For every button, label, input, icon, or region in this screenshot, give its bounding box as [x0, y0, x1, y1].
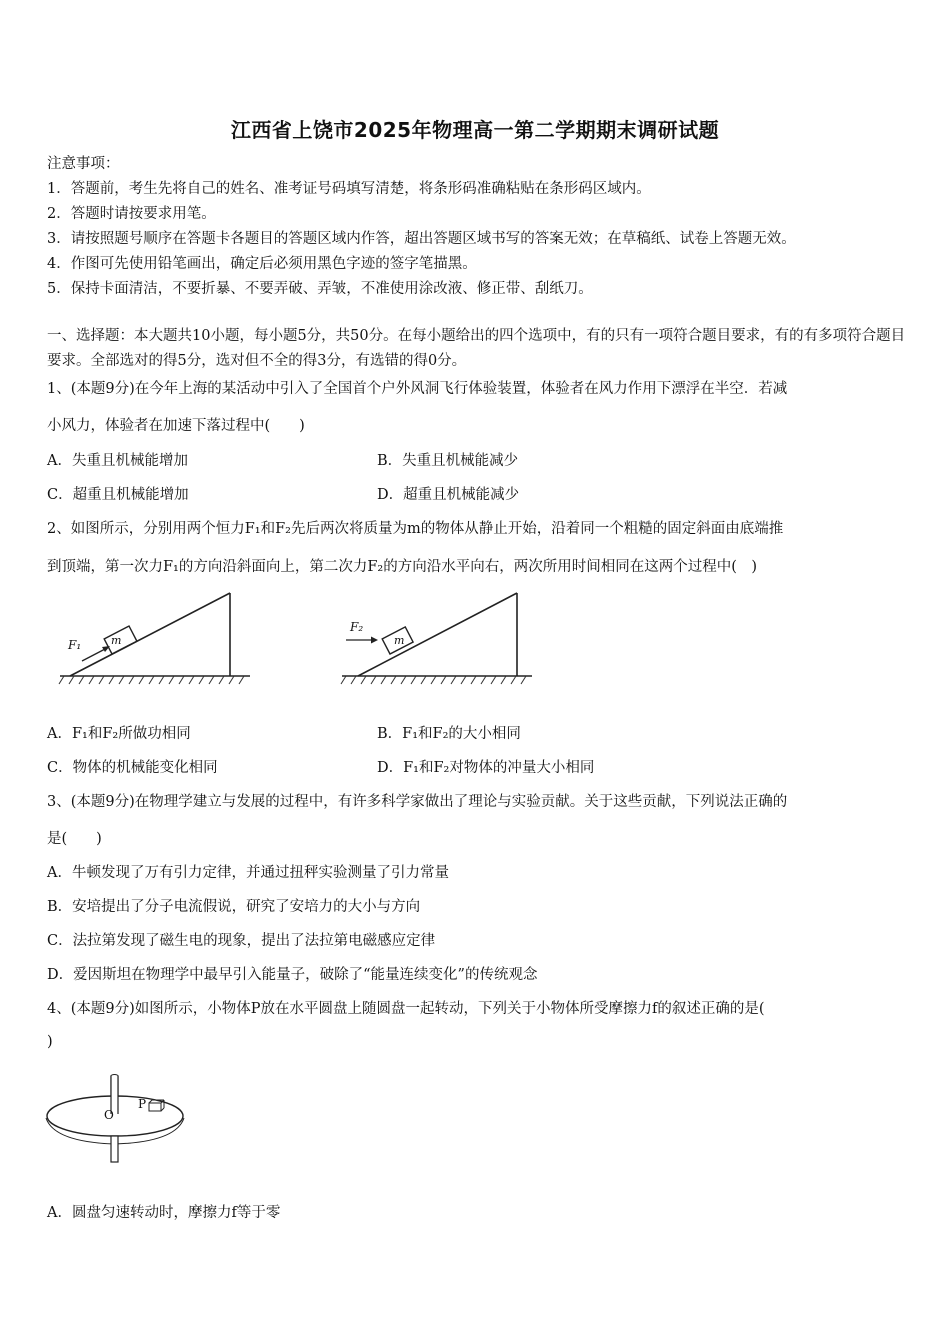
- force-label-1: F₁: [68, 638, 82, 652]
- mass-label-1: m: [111, 634, 122, 647]
- mass-label-2: m: [394, 634, 405, 647]
- q2-option-a: A．F₁和F₂所做功相同: [47, 726, 191, 742]
- incline-figure-1: [58, 588, 258, 688]
- question-1-stem-cont: 小风力，体验者在加速下落过程中( ): [47, 418, 305, 434]
- q4-option-a: A．圆盘匀速转动时，摩擦力f等于零: [47, 1205, 281, 1221]
- q1-option-b: B．失重且机械能减少: [377, 453, 519, 469]
- incline-figure-2: [340, 588, 540, 688]
- notice-item: 3．请按照题号顺序在答题卡各题目的答题区域内作答，超出答题区域书写的答案无效；在草稿纸、试卷上答题无效。: [47, 231, 796, 247]
- notice-item: 5．保持卡面清洁，不要折暴、不要弄破、弄皱，不准使用涂改液、修正带、刮纸刀。: [47, 281, 593, 297]
- notice-item: 1．答题前，考生先将自己的姓名、准考证号码填写清楚，将条形码准确粘贴在条形码区域内。: [47, 181, 651, 197]
- q2-option-c: C．物体的机械能变化相同: [47, 760, 218, 776]
- q2-option-b: B．F₁和F₂的大小相同: [377, 726, 521, 742]
- q3-option-a: A．牛顿发现了万有引力定律，并通过扭秤实验测量了引力常量: [47, 865, 449, 881]
- q1-option-c: C．超重且机械能增加: [47, 487, 189, 503]
- q3-option-d: D．爱因斯坦在物理学中最早引入能量子，破除了“能量连续变化”的传统观念: [47, 967, 538, 983]
- question-4-stem-cont: ): [47, 1034, 53, 1050]
- q2-option-d: D．F₁和F₂对物体的冲量大小相同: [377, 760, 595, 776]
- question-2-stem-cont: 到顶端，第一次力F₁的方向沿斜面向上，第二次力F₂的方向沿水平向右，两次所用时间相同在这两个过程中( ): [47, 559, 758, 575]
- page-title: 江西省上饶市2025年物理高一第二学期期末调研试题: [230, 118, 720, 142]
- question-4-stem: 4、(本题9分)如图所示，小物体P放在水平圆盘上随圆盘一起转动，下列关于小物体所受摩擦力f的叙述正确的是(: [47, 1001, 765, 1017]
- notice-item: 4．作图可先使用铅笔画出，确定后必须用黑色字迹的签字笔描黑。: [47, 256, 477, 272]
- question-2-stem: 2、如图所示，分别用两个恒力F₁和F₂先后两次将质量为m的物体从静止开始，沿着同一个粗糙的固定斜面由底端推: [47, 521, 784, 537]
- q3-option-b: B．安培提出了分子电流假说，研究了安培力的大小与方向: [47, 899, 421, 915]
- question-1-stem: 1、(本题9分)在今年上海的某活动中引入了全国首个户外风洞飞行体验装置，体验者在风力作用下漂浮在半空．若减: [47, 381, 788, 397]
- question-3-stem-cont: 是( ): [47, 831, 102, 847]
- q1-option-d: D．超重且机械能减少: [377, 487, 520, 503]
- section-intro: 一、选择题：本大题共10小题，每小题5分，共50分。在每小题给出的四个选项中，有的只有一项符合题目要求，有的有多项符合题目要求。全部选对的得5分，选对但不全的得3分，有选错的得0分。: [47, 328, 906, 369]
- disk-center-label: O: [104, 1108, 114, 1122]
- question-3-stem: 3、(本题9分)在物理学建立与发展的过程中，有许多科学家做出了理论与实验贡献。关于这些贡献，下列说法正确的: [47, 794, 788, 810]
- q1-option-a: A．失重且机械能增加: [47, 453, 188, 469]
- object-label: P: [138, 1097, 147, 1111]
- force-label-2: F₂: [350, 620, 364, 634]
- rotating-disk-figure: [44, 1072, 194, 1167]
- q3-option-c: C．法拉第发现了磁生电的现象，提出了法拉第电磁感应定律: [47, 933, 436, 949]
- notice-item: 2．答题时请按要求用笔。: [47, 206, 216, 222]
- notice-header: 注意事项：: [47, 156, 120, 172]
